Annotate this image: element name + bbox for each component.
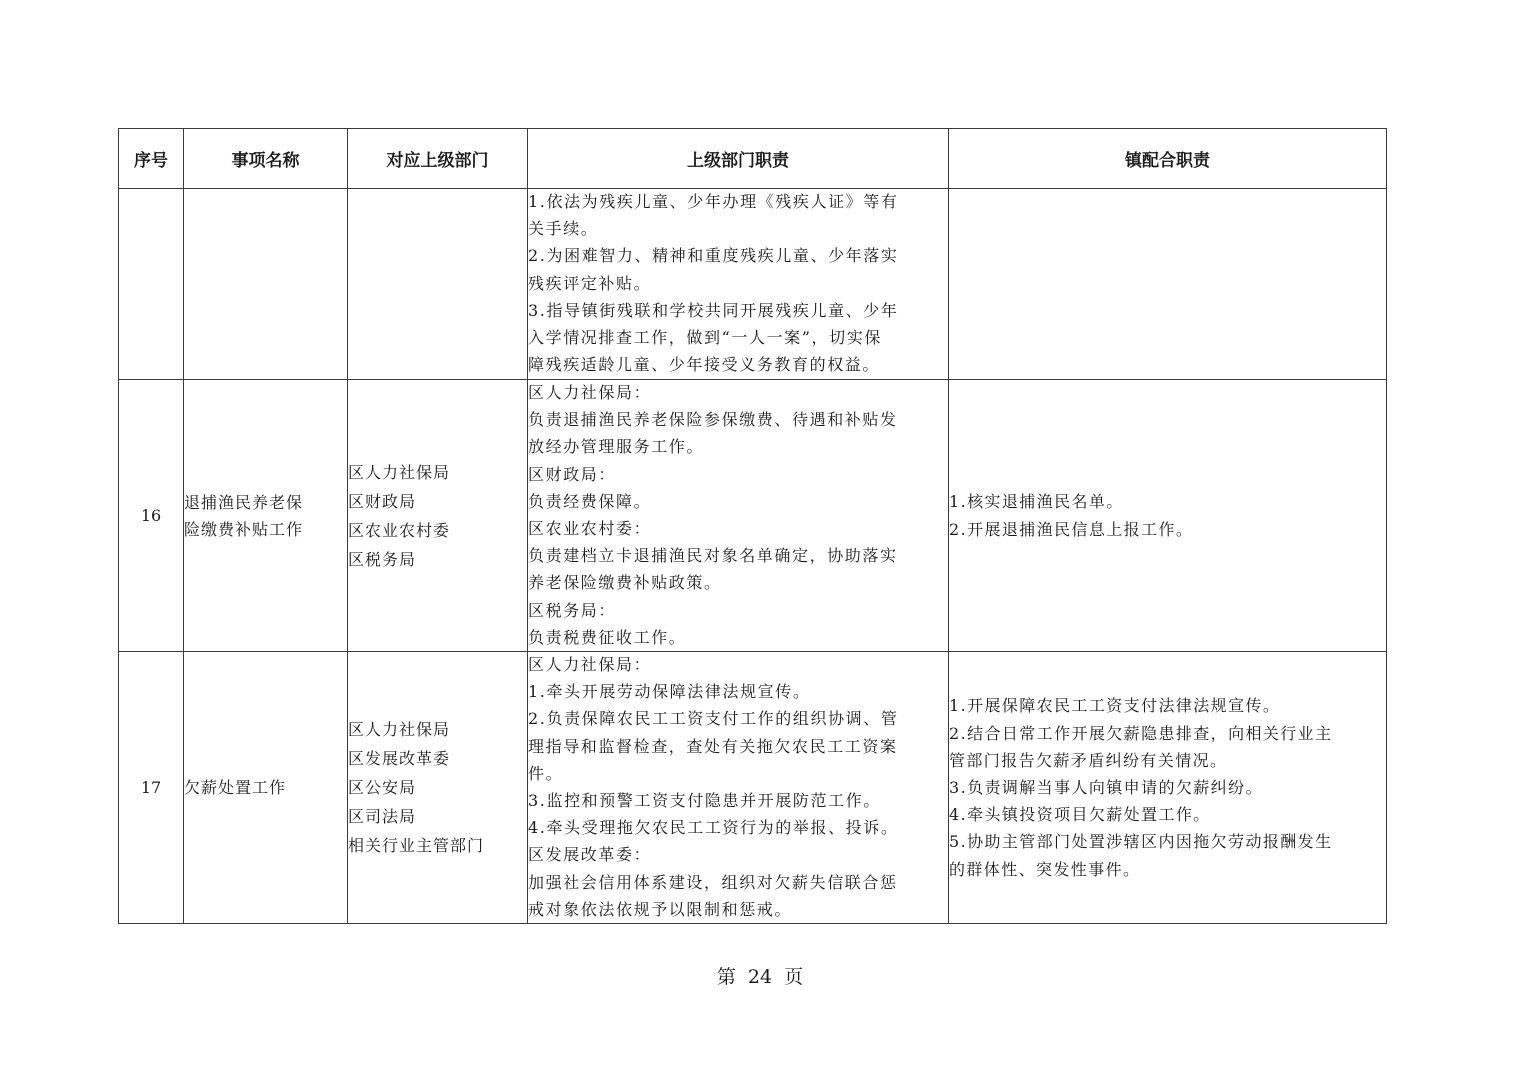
superior-duty-line: 区税务局： bbox=[528, 600, 617, 620]
superior-duty-item bbox=[528, 242, 948, 296]
superior-duty-item bbox=[528, 406, 948, 460]
superior-duty-line: 区人力社保局： bbox=[528, 383, 652, 402]
page-number: 24 bbox=[747, 966, 773, 988]
superior-duty-line: 理指导和监督检查，查处有关拖欠农民工工资案 bbox=[528, 736, 898, 756]
town-duty-item bbox=[949, 516, 1386, 543]
superior-duty-line: 件。 bbox=[528, 763, 564, 783]
table-row bbox=[119, 652, 1387, 924]
superior-duty-line: 2.负责保障农民工工资支付工作的组织协调、管 bbox=[528, 709, 899, 729]
superior-duty-item bbox=[528, 841, 948, 868]
superior-duty-line: 障残疾适龄儿童、少年接受义务教育的权益。 bbox=[528, 355, 881, 375]
table-row bbox=[119, 189, 1387, 380]
table-row bbox=[119, 380, 1387, 652]
superior-duty-item bbox=[528, 705, 948, 787]
town-duty-item bbox=[949, 692, 1386, 719]
dept-name: 区司法局 bbox=[348, 807, 417, 827]
serial-number: 17 bbox=[140, 778, 162, 798]
superior-duty-line: 加强社会信用体系建设，组织对欠薪失信联合惩 bbox=[528, 872, 898, 892]
superior-duty-item bbox=[528, 678, 948, 705]
superior-duty-line: 1.依法为残疾儿童、少年办理《残疾人证》等有 bbox=[528, 192, 899, 211]
dept-name: 相关行业主管部门 bbox=[348, 836, 485, 856]
town-duty-item bbox=[949, 774, 1386, 801]
serial-number: 16 bbox=[140, 506, 162, 526]
town-duty-item bbox=[949, 801, 1386, 828]
town-duty-item bbox=[949, 828, 1386, 882]
superior-duty-item bbox=[528, 814, 948, 841]
town-duty-cell bbox=[949, 380, 1387, 652]
item-name-cell bbox=[184, 189, 348, 380]
town-duty-line: 2.结合日常工作开展欠薪隐患排查，向相关行业主 bbox=[949, 723, 1333, 743]
superior-duty-line: 戒对象依法依规予以限制和惩戒。 bbox=[528, 899, 793, 919]
superior-duty-line: 1.牵头开展劳动保障法律法规宣传。 bbox=[528, 682, 811, 702]
superior-duty-cell bbox=[528, 189, 949, 380]
responsibility-table bbox=[118, 128, 1387, 924]
header-item-name: 事项名称 bbox=[184, 129, 348, 189]
item-name-line: 欠薪处置工作 bbox=[184, 778, 287, 798]
superior-duty-item bbox=[528, 542, 948, 596]
town-duty-line: 5.协助主管部门处置涉辖区内因拖欠劳动报酬发生 bbox=[949, 832, 1333, 852]
town-duty-line: 管部门报告欠薪矛盾纠纷有关情况。 bbox=[949, 750, 1228, 770]
town-duty-line: 的群体性、突发性事件。 bbox=[949, 859, 1141, 879]
superior-duty-line: 养老保险缴费补贴政策。 bbox=[528, 573, 722, 593]
superior-duty-item bbox=[528, 188, 948, 242]
superior-duty-item bbox=[528, 787, 948, 814]
item-name-cell bbox=[184, 652, 348, 924]
superior-duty-item bbox=[528, 461, 948, 488]
superior-duty-item bbox=[528, 624, 948, 651]
superior-duty-item bbox=[528, 297, 948, 379]
town-duty-line: 1.开展保障农民工工资支付法律法规宣传。 bbox=[949, 696, 1281, 716]
serial-cell bbox=[119, 189, 184, 380]
superior-duty-item bbox=[528, 597, 948, 624]
superior-duty-line: 残疾评定补贴。 bbox=[528, 273, 652, 293]
superior-duty-item bbox=[528, 869, 948, 923]
dept-name: 区公安局 bbox=[348, 778, 417, 798]
superior-duty-line: 放经办管理服务工作。 bbox=[528, 437, 705, 457]
page-prefix: 第 bbox=[716, 966, 736, 988]
dept-name: 区财政局 bbox=[348, 491, 417, 511]
superior-duty-line: 4.牵头受理拖欠农民工工资行为的举报、投诉。 bbox=[528, 818, 899, 838]
town-duty-cell bbox=[949, 652, 1387, 924]
superior-duty-line: 负责税费征收工作。 bbox=[528, 627, 687, 647]
superior-duty-line: 3.指导镇街残联和学校共同开展残疾儿童、少年 bbox=[528, 300, 899, 320]
item-name-line: 退捕渔民养老保 bbox=[184, 492, 304, 512]
superior-duty-line: 负责退捕渔民养老保险参保缴费、待遇和补贴发 bbox=[528, 410, 898, 430]
table-header-row bbox=[119, 129, 1387, 189]
superior-duty-line: 区人力社保局： bbox=[528, 655, 652, 675]
serial-cell bbox=[119, 380, 184, 652]
superior-duty-line: 区发展改革委： bbox=[528, 845, 652, 865]
superior-duty-line: 区农业农村委： bbox=[528, 519, 652, 539]
item-name-line: 险缴费补贴工作 bbox=[184, 519, 304, 539]
superior-duty-cell bbox=[528, 380, 949, 652]
town-duty-item bbox=[949, 488, 1386, 515]
dept-name: 区农业农村委 bbox=[348, 520, 451, 540]
superior-duty-item bbox=[528, 488, 948, 515]
superior-duty-line: 关手续。 bbox=[528, 219, 599, 239]
superior-duty-item bbox=[528, 379, 948, 406]
town-duty-line: 1.核实退捕渔民名单。 bbox=[949, 492, 1124, 512]
town-duty-line: 4.牵头镇投资项目欠薪处置工作。 bbox=[949, 805, 1211, 825]
header-town-duty: 镇配合职责 bbox=[949, 129, 1387, 189]
serial-cell bbox=[119, 652, 184, 924]
dept-name: 区发展改革委 bbox=[348, 749, 451, 769]
page-suffix: 页 bbox=[784, 966, 804, 988]
superior-duty-line: 2.为困难智力、精神和重度残疾儿童、少年落实 bbox=[528, 246, 899, 266]
superior-dept-cell bbox=[348, 652, 528, 924]
header-superior-duty: 上级部门职责 bbox=[528, 129, 949, 189]
superior-duty-line: 区财政局： bbox=[528, 464, 617, 484]
superior-dept-cell bbox=[348, 189, 528, 380]
superior-duty-cell bbox=[528, 652, 949, 924]
item-name-cell bbox=[184, 380, 348, 652]
town-duty-line: 3.负责调解当事人向镇申请的欠薪纠纷。 bbox=[949, 777, 1263, 797]
dept-name: 区人力社保局 bbox=[348, 462, 451, 482]
town-duty-line: 2.开展退捕渔民信息上报工作。 bbox=[949, 519, 1194, 539]
superior-duty-line: 负责建档立卡退捕渔民对象名单确定，协助落实 bbox=[528, 546, 898, 566]
page-footer bbox=[0, 962, 1520, 989]
superior-duty-line: 入学情况排查工作，做到“一人一案”，切实保 bbox=[528, 328, 882, 348]
superior-dept-cell bbox=[348, 380, 528, 652]
header-superior-dept: 对应上级部门 bbox=[348, 129, 528, 189]
superior-duty-item bbox=[528, 515, 948, 542]
superior-duty-line: 3.监控和预警工资支付隐患并开展防范工作。 bbox=[528, 791, 881, 811]
dept-name: 区税务局 bbox=[348, 549, 417, 569]
superior-duty-item bbox=[528, 651, 948, 678]
town-duty-item bbox=[949, 720, 1386, 774]
header-serial: 序号 bbox=[119, 129, 184, 189]
superior-duty-line: 负责经费保障。 bbox=[528, 491, 652, 511]
town-duty-cell bbox=[949, 189, 1387, 380]
dept-name: 区人力社保局 bbox=[348, 720, 451, 740]
